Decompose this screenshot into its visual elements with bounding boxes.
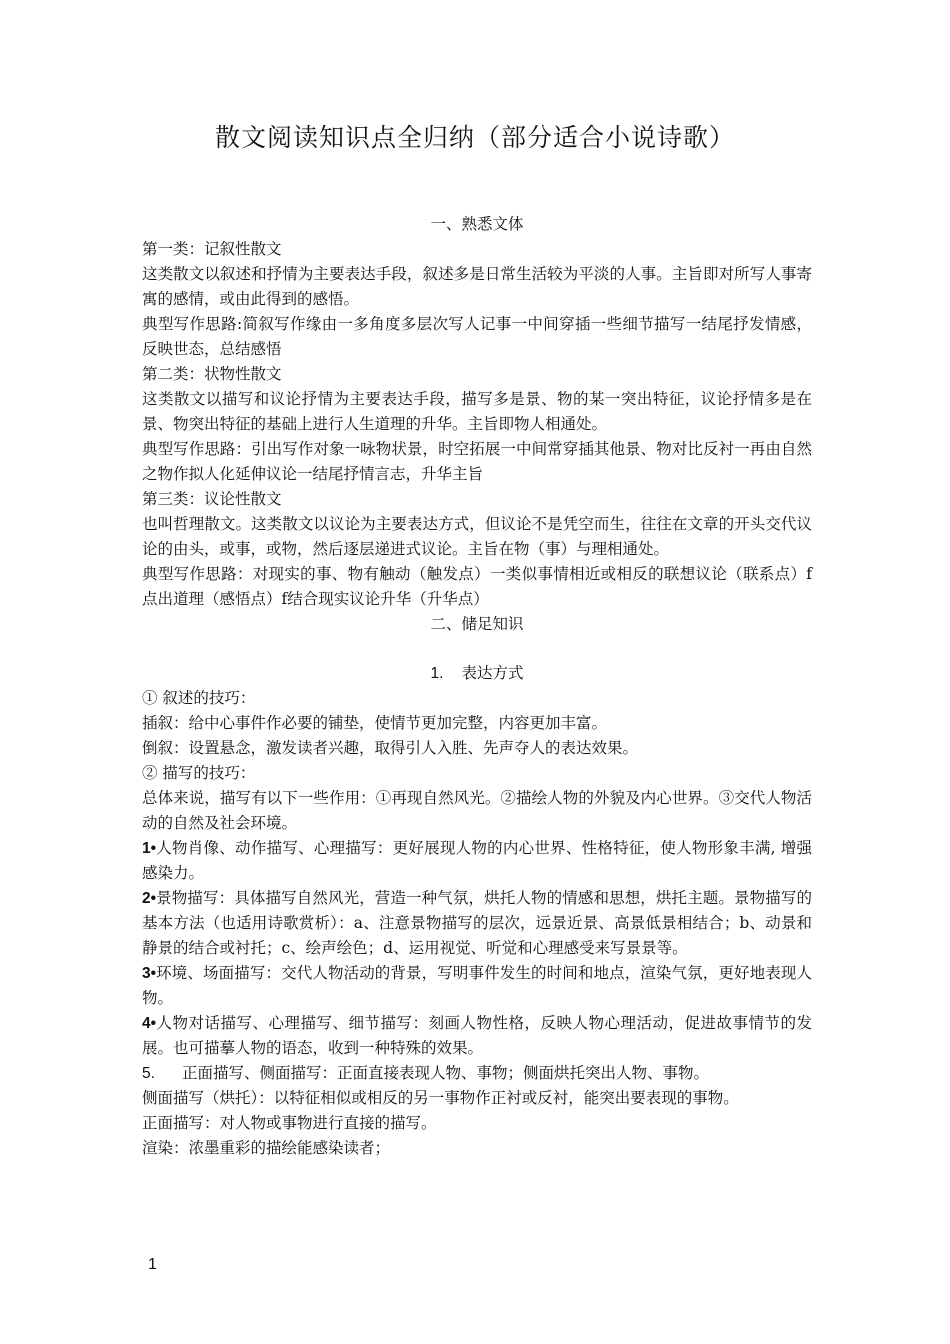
class3-pattern: 典型写作思路：对现实的事、物有触动（触发点）一类似事情相近或相反的联想议论（联系点）f点出道理（感悟点）f结合现实议论升华（升华点） [142,565,812,608]
list-item [142,961,812,1011]
list-item [142,1011,812,1061]
front-description: 正面描写：对人物或事物进行直接的描写。 [142,1114,437,1132]
list-item-number: 1• [142,840,157,857]
class3-desc: 也叫哲理散文。这类散文以议论为主要表达方式，但议论不是凭空而生，往往在文章的开头交代议论的由头，或事，或物，然后逐层递进式议论。主旨在物（事）与理相通处。 [142,515,812,558]
document-body [142,212,812,1161]
list-item-text: 环境、场面描写：交代人物活动的背景，写明事件发生的时间和地点，渲染气氛，更好地表现人物。 [142,964,812,1007]
section-heading-1: 一、熟悉文体 [430,215,524,233]
description-label: ② 描写的技巧： [142,764,256,782]
flashback-narration: 倒叙：设置悬念，激发读者兴趣，取得引人入胜、先声夺人的表达效果。 [142,739,639,757]
list-item-text: 人物对话描写、心理描写、细节描写：刻画人物性格，反映人物心理活动，促进故事情节的发展。也可描摹人物的语态，收到一种特殊的效果。 [142,1014,812,1057]
list-item-number: 3• [142,965,157,982]
rendering: 渲染：浓墨重彩的描绘能感染读者； [142,1139,391,1157]
list-item-text: 景物描写：具体描写自然风光，营造一种气氛，烘托人物的情感和思想，烘托主题。景物描写的基本方法（也适用诗歌赏析）：a、注意景物描写的层次，远景近景、高景低景相结合；b、动景和静景的结合或衬托；c、绘声绘色；d、运用视觉、听觉和心理感受来写景景等。 [142,889,812,957]
class1-label: 第一类：记叙性散文 [142,240,282,258]
list-item [142,836,812,886]
section-heading-2: 二、储足知识 [430,615,524,633]
subsection-title: 表达方式 [461,664,524,682]
class1-pattern: 典型写作思路:简叙写作缘由一多角度多层次写人记事一中间穿插一些细节描写一结尾抒发情感，反映世态，总结感悟 [142,315,812,358]
class2-label: 第二类：状物性散文 [142,365,282,383]
list-item-number: 2• [142,890,157,907]
subsection-number: 1. [430,665,444,682]
insert-narration: 插叙：给中心事件作必要的铺垫，使情节更加完整，内容更加丰富。 [142,714,608,732]
list-item-number: 4• [142,1015,157,1032]
narration-label: ① 叙述的技巧： [142,689,256,707]
side-description: 侧面描写（烘托）：以特征相似或相反的另一事物作正衬或反衬，能突出要表现的事物。 [142,1089,739,1107]
class2-pattern: 典型写作思路：引出写作对象一咏物状景，时空拓展一中间常穿插其他景、物对比反衬一再由自然之物作拟人化延伸议论一结尾抒情言志，升华主旨 [142,440,812,483]
list-item-number: 5. [142,1065,155,1082]
class1-desc: 这类散文以叙述和抒情为主要表达手段，叙述多是日常生活较为平淡的人事。主旨即对所写人事寄寓的感情，或由此得到的感悟。 [142,265,812,308]
page-number: 1 [148,1256,157,1273]
list-item [142,1061,812,1086]
list-item-text: 正面描写、侧面描写：正面直接表现人物、事物；侧面烘托突出人物、事物。 [182,1064,710,1082]
document-title: 散文阅读知识点全归纳（部分适合小说诗歌） [214,123,735,152]
class3-label: 第三类：议论性散文 [142,490,282,508]
list-item [142,886,812,961]
description-overall: 总体来说，描写有以下一些作用：①再现自然风光。②描绘人物的外貌及内心世界。③交代人物活动的自然及社会环境。 [142,789,812,832]
subsection-heading [142,661,812,686]
list-item-text: 人物肖像、动作描写、心理描写：更好展现人物的内心世界、性格特征，使人物形象丰满, 增强感染力。 [142,839,812,882]
class2-desc: 这类散文以描写和议论抒情为主要表达手段，描写多是景、物的某一突出特征，议论抒情多是在景、物突出特征的基础上进行人生道理的升华。主旨即物人相通处。 [142,390,812,433]
